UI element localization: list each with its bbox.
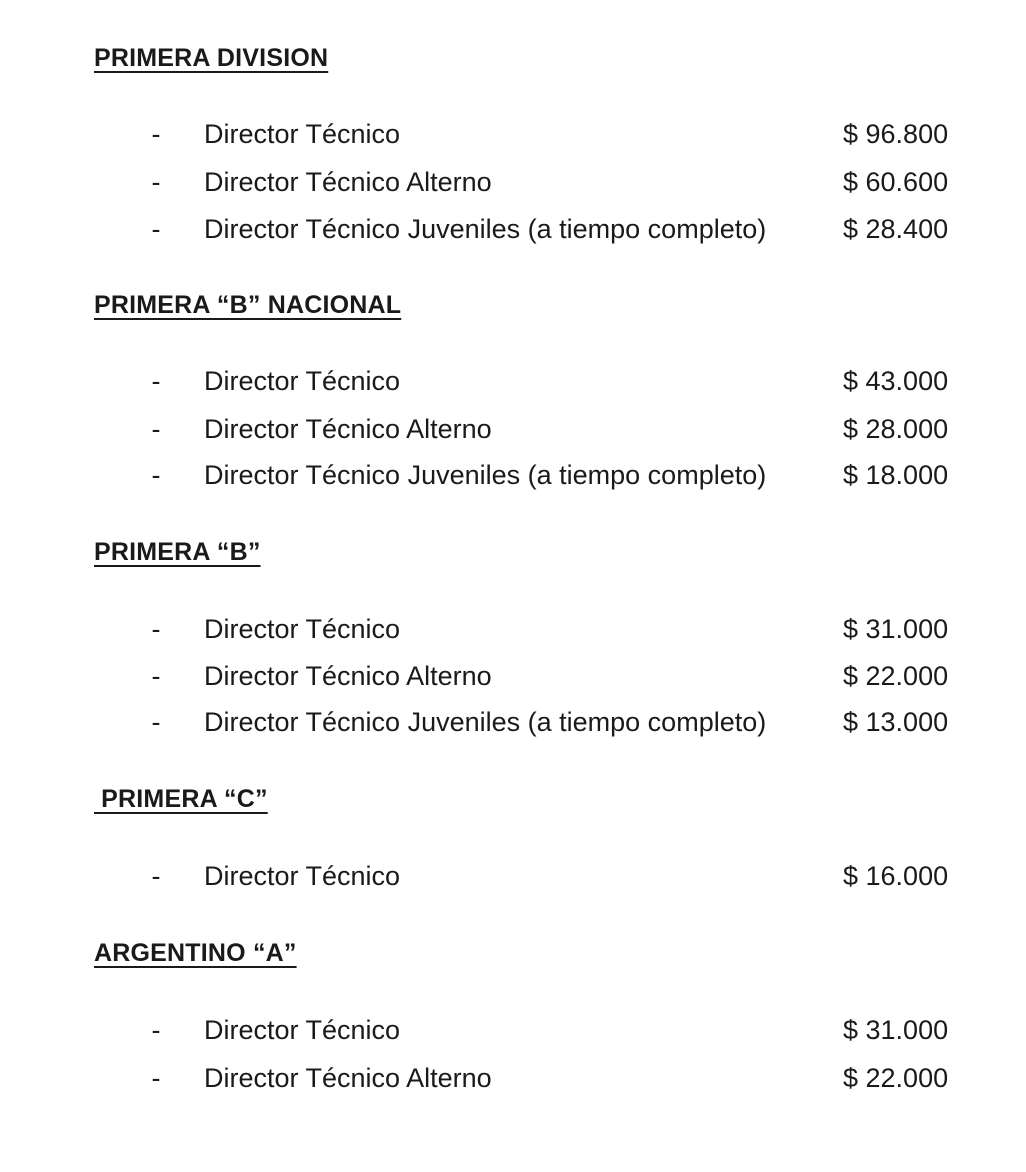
list-dash: -	[151, 366, 161, 396]
list-item	[0, 214, 1026, 244]
list-dash: -	[151, 1015, 161, 1045]
amount-value: $ 28.400	[843, 214, 949, 244]
section-title-argentino-a: ARGENTINO “A”	[94, 939, 297, 967]
list-dash: -	[151, 614, 161, 644]
amount-value: $ 96.800	[843, 119, 949, 149]
list-dash: -	[151, 661, 161, 691]
role-label: Director Técnico	[204, 119, 401, 149]
role-label: Director Técnico Alterno	[204, 414, 492, 444]
list-item	[0, 1015, 1026, 1045]
amount-value: $ 22.000	[843, 1063, 949, 1093]
role-label: Director Técnico Alterno	[204, 661, 492, 691]
role-label: Director Técnico	[204, 861, 401, 891]
role-label: Director Técnico	[204, 1015, 401, 1045]
amount-value: $ 28.000	[843, 414, 949, 444]
list-item	[0, 366, 1026, 396]
list-item	[0, 167, 1026, 197]
role-label: Director Técnico Juveniles (a tiempo completo)	[204, 460, 767, 490]
amount-value: $ 22.000	[843, 661, 949, 691]
role-label: Director Técnico Juveniles (a tiempo completo)	[204, 214, 767, 244]
role-label: Director Técnico Alterno	[204, 1063, 492, 1093]
role-label: Director Técnico Alterno	[204, 167, 492, 197]
list-item	[0, 661, 1026, 691]
list-item	[0, 460, 1026, 490]
section-title-primera-b-nacional: PRIMERA “B” NACIONAL	[94, 291, 402, 319]
list-item	[0, 119, 1026, 149]
amount-value: $ 60.600	[843, 167, 949, 197]
amount-value: $ 43.000	[843, 366, 949, 396]
list-dash: -	[151, 861, 161, 891]
amount-value: $ 31.000	[843, 614, 949, 644]
list-dash: -	[151, 414, 161, 444]
list-dash: -	[151, 1063, 161, 1093]
list-item	[0, 707, 1026, 737]
list-dash: -	[151, 214, 161, 244]
list-dash: -	[151, 707, 161, 737]
list-item	[0, 861, 1026, 891]
role-label: Director Técnico	[204, 366, 401, 396]
section-title-primera-c: PRIMERA “C”	[94, 785, 268, 813]
list-dash: -	[151, 460, 161, 490]
role-label: Director Técnico Juveniles (a tiempo completo)	[204, 707, 767, 737]
list-dash: -	[151, 167, 161, 197]
role-label: Director Técnico	[204, 614, 401, 644]
list-item	[0, 414, 1026, 444]
list-item	[0, 614, 1026, 644]
section-title-primera-b: PRIMERA “B”	[94, 538, 261, 566]
list-item	[0, 1063, 1026, 1093]
list-dash: -	[151, 119, 161, 149]
amount-value: $ 31.000	[843, 1015, 949, 1045]
section-title-primera-division: PRIMERA DIVISION	[94, 44, 329, 72]
amount-value: $ 18.000	[843, 460, 949, 490]
amount-value: $ 13.000	[843, 707, 949, 737]
amount-value: $ 16.000	[843, 861, 949, 891]
